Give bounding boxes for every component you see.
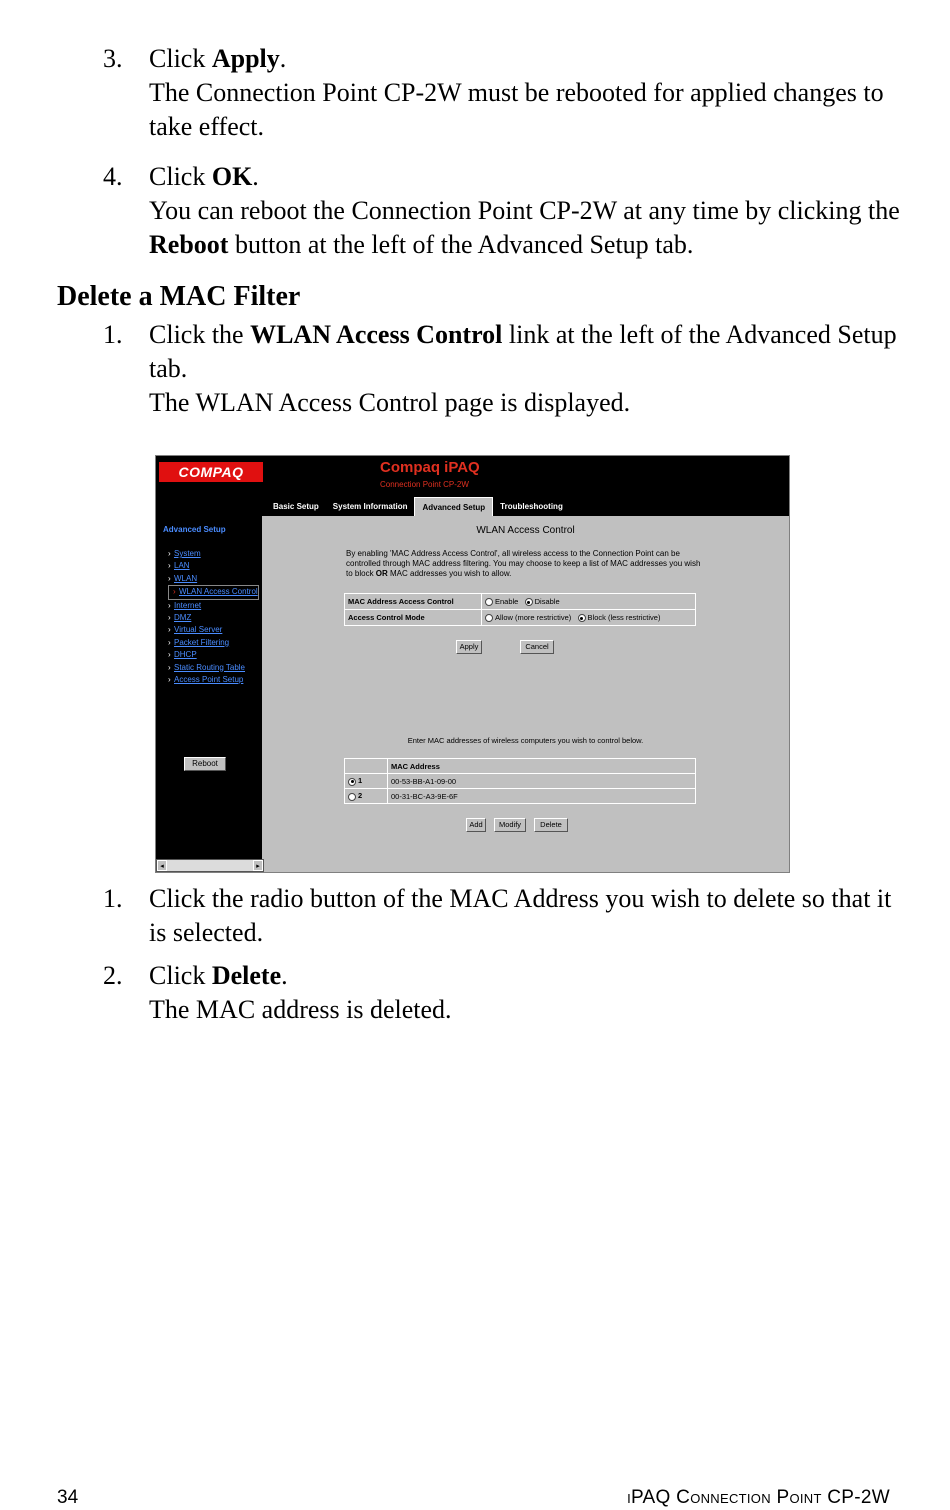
intro-text: By enabling 'MAC Address Access Control', all wireless access to the Connection Point can be controlled through MAC address filtering. You may choose to keep a list of MAC addresses you wish to block OR MAC addresses you wish to allow.: [346, 549, 701, 578]
mac-value: 00-31-BC-A3-9E-6F: [388, 789, 696, 804]
step-number: 4.: [103, 162, 123, 191]
sidebar-item-static-routing-table[interactable]: › Static Routing Table: [168, 662, 259, 674]
disable-radio[interactable]: [525, 598, 533, 606]
sidebar-item-internet[interactable]: › Internet: [168, 600, 259, 612]
allow-label: Allow (more restrictive): [495, 612, 572, 622]
block-radio[interactable]: [578, 614, 586, 622]
sidebar-item-packet-filtering[interactable]: › Packet Filtering: [168, 637, 259, 649]
header-bar: [156, 456, 789, 516]
enable-radio[interactable]: [485, 598, 493, 606]
mac-header: MAC Address: [388, 759, 696, 774]
tab-advanced-setup[interactable]: Advanced Setup: [414, 497, 493, 516]
settings-table: [344, 593, 696, 626]
tab-troubleshooting[interactable]: Troubleshooting: [500, 502, 563, 511]
scroll-right-icon[interactable]: ▸: [253, 860, 263, 871]
mac-row-radio[interactable]: [348, 793, 356, 801]
brand-subtitle: Connection Point CP-2W: [380, 480, 469, 489]
step-note: The Connection Point CP-2W must be rebooted for applied changes to take effect.: [149, 78, 884, 141]
sidebar-item-wlan-access-control[interactable]: › WLAN Access Control: [168, 585, 259, 599]
cancel-button[interactable]: Cancel: [520, 640, 554, 654]
page-number: 34: [57, 1487, 79, 1508]
main-content: [262, 516, 789, 872]
mac-value: 00-53-BB-A1-09-00: [388, 774, 696, 789]
step-number: 3.: [103, 44, 123, 73]
add-button[interactable]: Add: [466, 818, 486, 832]
sidebar-item-wlan[interactable]: › WLAN: [168, 573, 259, 585]
arrow-icon: ›: [168, 675, 171, 685]
arrow-icon: ›: [173, 587, 176, 597]
compaq-logo: COMPAQ: [159, 462, 263, 482]
arrow-icon: ›: [168, 613, 171, 623]
step-number: 1.: [103, 320, 123, 349]
arrow-icon: ›: [168, 549, 171, 558]
arrow-icon: ›: [168, 650, 171, 660]
wlan-access-control-screenshot: [155, 455, 790, 873]
table-row: [345, 789, 696, 804]
horizontal-scrollbar[interactable]: [156, 859, 264, 872]
step-text: Click the WLAN Access Control link at the left of the Advanced Setup tab. The WLAN Access Control page is displayed.: [149, 320, 897, 417]
step-text: Click Delete. The MAC address is deleted.: [149, 961, 452, 1024]
disable-label: Disable: [534, 596, 560, 606]
mode-label: Access Control Mode: [345, 610, 482, 626]
delete-button[interactable]: Delete: [534, 818, 568, 832]
apply-button[interactable]: Apply: [456, 640, 482, 654]
sidebar-item-virtual-server[interactable]: › Virtual Server: [168, 624, 259, 636]
sidebar-item-dhcp[interactable]: › DHCP: [168, 649, 259, 661]
sidebar: [156, 516, 262, 872]
arrow-icon: ›: [168, 662, 171, 672]
reboot-button[interactable]: Reboot: [184, 757, 226, 771]
row-index: 1: [358, 776, 363, 786]
arrow-icon: ›: [168, 561, 171, 571]
arrow-icon: ›: [168, 637, 171, 647]
step-text: Click OK. You can reboot the Connection Point CP-2W at any time by clicking the Reboot button at the left of the Advanced Setup tab.: [149, 162, 900, 259]
step-note: The WLAN Access Control page is displayed.: [149, 388, 631, 417]
mac-table: [344, 758, 696, 804]
brand-title: Compaq iPAQ: [380, 459, 480, 476]
step-text: Click the radio button of the MAC Address you wish to delete so that it is selected.: [149, 884, 892, 947]
step-text: Click Apply. The Connection Point CP-2W must be rebooted for applied changes to take effect.: [149, 44, 884, 141]
sidebar-item-access-point-setup[interactable]: › Access Point Setup: [168, 674, 259, 686]
section-heading: Delete a MAC Filter: [57, 281, 301, 312]
table-row: [345, 774, 696, 789]
step-number: 2.: [103, 961, 123, 990]
mac-instructions: Enter MAC addresses of wireless computers you wish to control below.: [407, 736, 644, 745]
step-number: 1.: [103, 884, 123, 913]
page-title: WLAN Access Control: [476, 525, 575, 536]
enable-label: Enable: [495, 596, 519, 606]
tab-system-information[interactable]: System Information: [332, 502, 408, 511]
mac-access-label: MAC Address Access Control: [345, 594, 482, 610]
sidebar-item-dmz[interactable]: › DMZ: [168, 612, 259, 624]
arrow-icon: ›: [168, 573, 171, 583]
mac-header-select: [345, 759, 388, 774]
running-footer: iPAQ Connection Point CP-2W: [627, 1487, 890, 1508]
sidebar-title: Advanced Setup: [163, 525, 226, 534]
step-note: The MAC address is deleted.: [149, 995, 452, 1024]
sidebar-item-lan[interactable]: › LAN: [168, 560, 259, 572]
row-index: 2: [358, 791, 363, 801]
scroll-left-icon[interactable]: ◂: [157, 860, 167, 871]
sidebar-item-system[interactable]: › System: [168, 548, 259, 560]
sidebar-list: [168, 548, 259, 686]
mac-row-radio[interactable]: [348, 778, 356, 786]
modify-button[interactable]: Modify: [494, 818, 526, 832]
arrow-icon: ›: [168, 625, 171, 635]
block-label: Block (less restrictive): [587, 612, 661, 622]
tab-bar: [266, 497, 570, 516]
arrow-icon: ›: [168, 600, 171, 610]
allow-radio[interactable]: [485, 614, 493, 622]
tab-basic-setup[interactable]: Basic Setup: [273, 502, 319, 511]
